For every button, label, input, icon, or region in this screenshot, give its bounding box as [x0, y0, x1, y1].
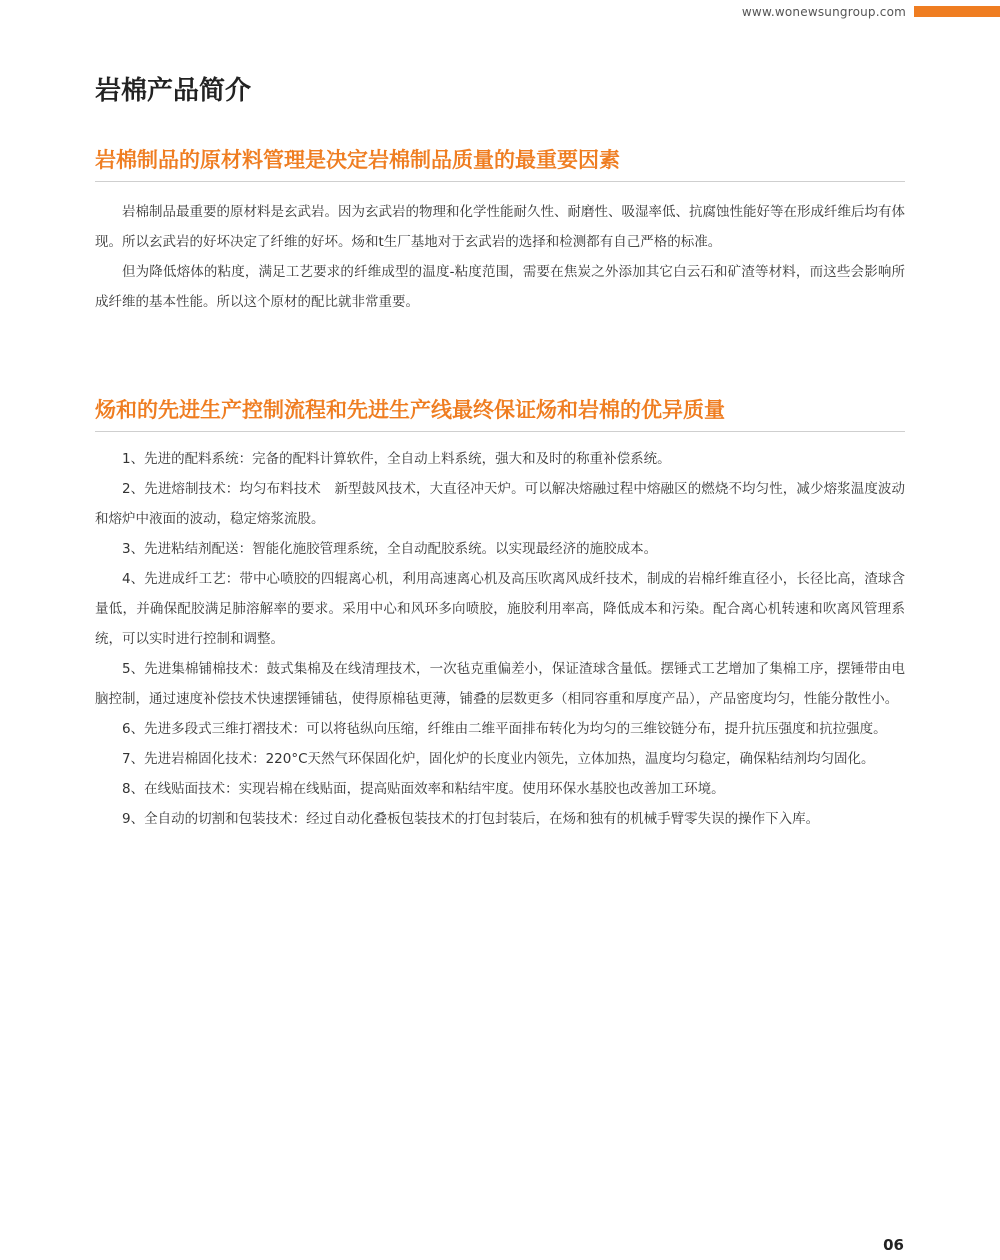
section-production-process — [95, 395, 905, 834]
list-item: 7、先进岩棉固化技术：220°C天然气环保固化炉，固化炉的长度业内领先，立体加热，温度均匀稳定，确保粘结剂均匀固化。 — [122, 751, 875, 767]
list-item: 3、先进粘结剂配送：智能化施胶管理系统，全自动配胶系统。以实现最经济的施胶成本。 — [122, 541, 658, 557]
section-heading-raw-materials: 岩棉制品的原材料管理是决定岩棉制品质量的最重要因素 — [95, 145, 905, 182]
section-heading-production-process: 炀和的先进生产控制流程和先进生产线最终保证炀和岩棉的优异质量 — [95, 395, 905, 432]
process-list — [95, 444, 905, 834]
paragraph: 但为降低熔体的粘度，满足工艺要求的纤维成型的温度-粘度范围，需要在焦炭之外添加其它白云石和矿渣等材料，而这些会影响所成纤维的基本性能。所以这个原材的配比就非常重要。 — [95, 264, 905, 310]
list-item: 9、全自动的切割和包装技术：经过自动化叠板包装技术的打包封装后，在炀和独有的机械手臂零失误的操作下入库。 — [122, 811, 820, 827]
site-url: www.wonewsungroup.com — [741, 5, 906, 19]
list-item: 8、在线贴面技术：实现岩棉在线贴面，提高贴面效率和粘结牢度。使用环保水基胶也改善加工环境。 — [122, 781, 725, 797]
list-item: 5、先进集棉铺棉技术：鼓式集棉及在线清理技术，一次毡克重偏差小，保证渣球含量低。摆锤式工艺增加了集棉工序，摆锤带由电脑控制，通过速度补偿技术快速摆锤铺毡，使得原棉毡更薄，铺叠的层数更多（相同容重和厚度产品），产品密度均匀，性能分散性小。 — [95, 661, 905, 707]
section-raw-materials — [95, 145, 905, 317]
section-body-raw-materials — [95, 197, 905, 317]
list-item: 6、先进多段式三维打褶技术：可以将毡纵向压缩，纤维由二维平面排布转化为均匀的三维铰链分布，提升抗压强度和抗拉强度。 — [122, 721, 887, 737]
list-item: 1、先进的配料系统：完备的配料计算软件，全自动上料系统，强大和及时的称重补偿系统。 — [122, 451, 671, 467]
list-item: 4、先进成纤工艺：带中心喷胶的四辊离心机，利用高速离心机及高压吹离风成纤技术，制成的岩棉纤维直径小，长径比高，渣球含量低，并确保配胶满足肺溶解率的要求。采用中心和风环多向喷胶，施胶利用率高，降低成本和污染。配合离心机转速和吹离风管理系统，可以实时进行控制和调整。 — [95, 571, 905, 647]
page-number: 06 — [883, 1236, 904, 1254]
page-title: 岩棉产品简介 — [95, 76, 252, 106]
brand-accent-bar — [914, 6, 1000, 17]
list-item: 2、先进熔制技术：均匀布料技术 新型鼓风技术，大直径冲天炉。可以解决熔融过程中熔融区的燃烧不均匀性，减少熔浆温度波动和熔炉中液面的波动，稳定熔浆流股。 — [95, 481, 905, 527]
paragraph: 岩棉制品最重要的原材料是玄武岩。因为玄武岩的物理和化学性能耐久性、耐磨性、吸湿率低、抗腐蚀性能好等在形成纤维后均有体现。所以玄武岩的好坏决定了纤维的好坏。炀和t生厂基地对于玄武岩的选择和检测都有自己严格的标准。 — [95, 204, 905, 250]
